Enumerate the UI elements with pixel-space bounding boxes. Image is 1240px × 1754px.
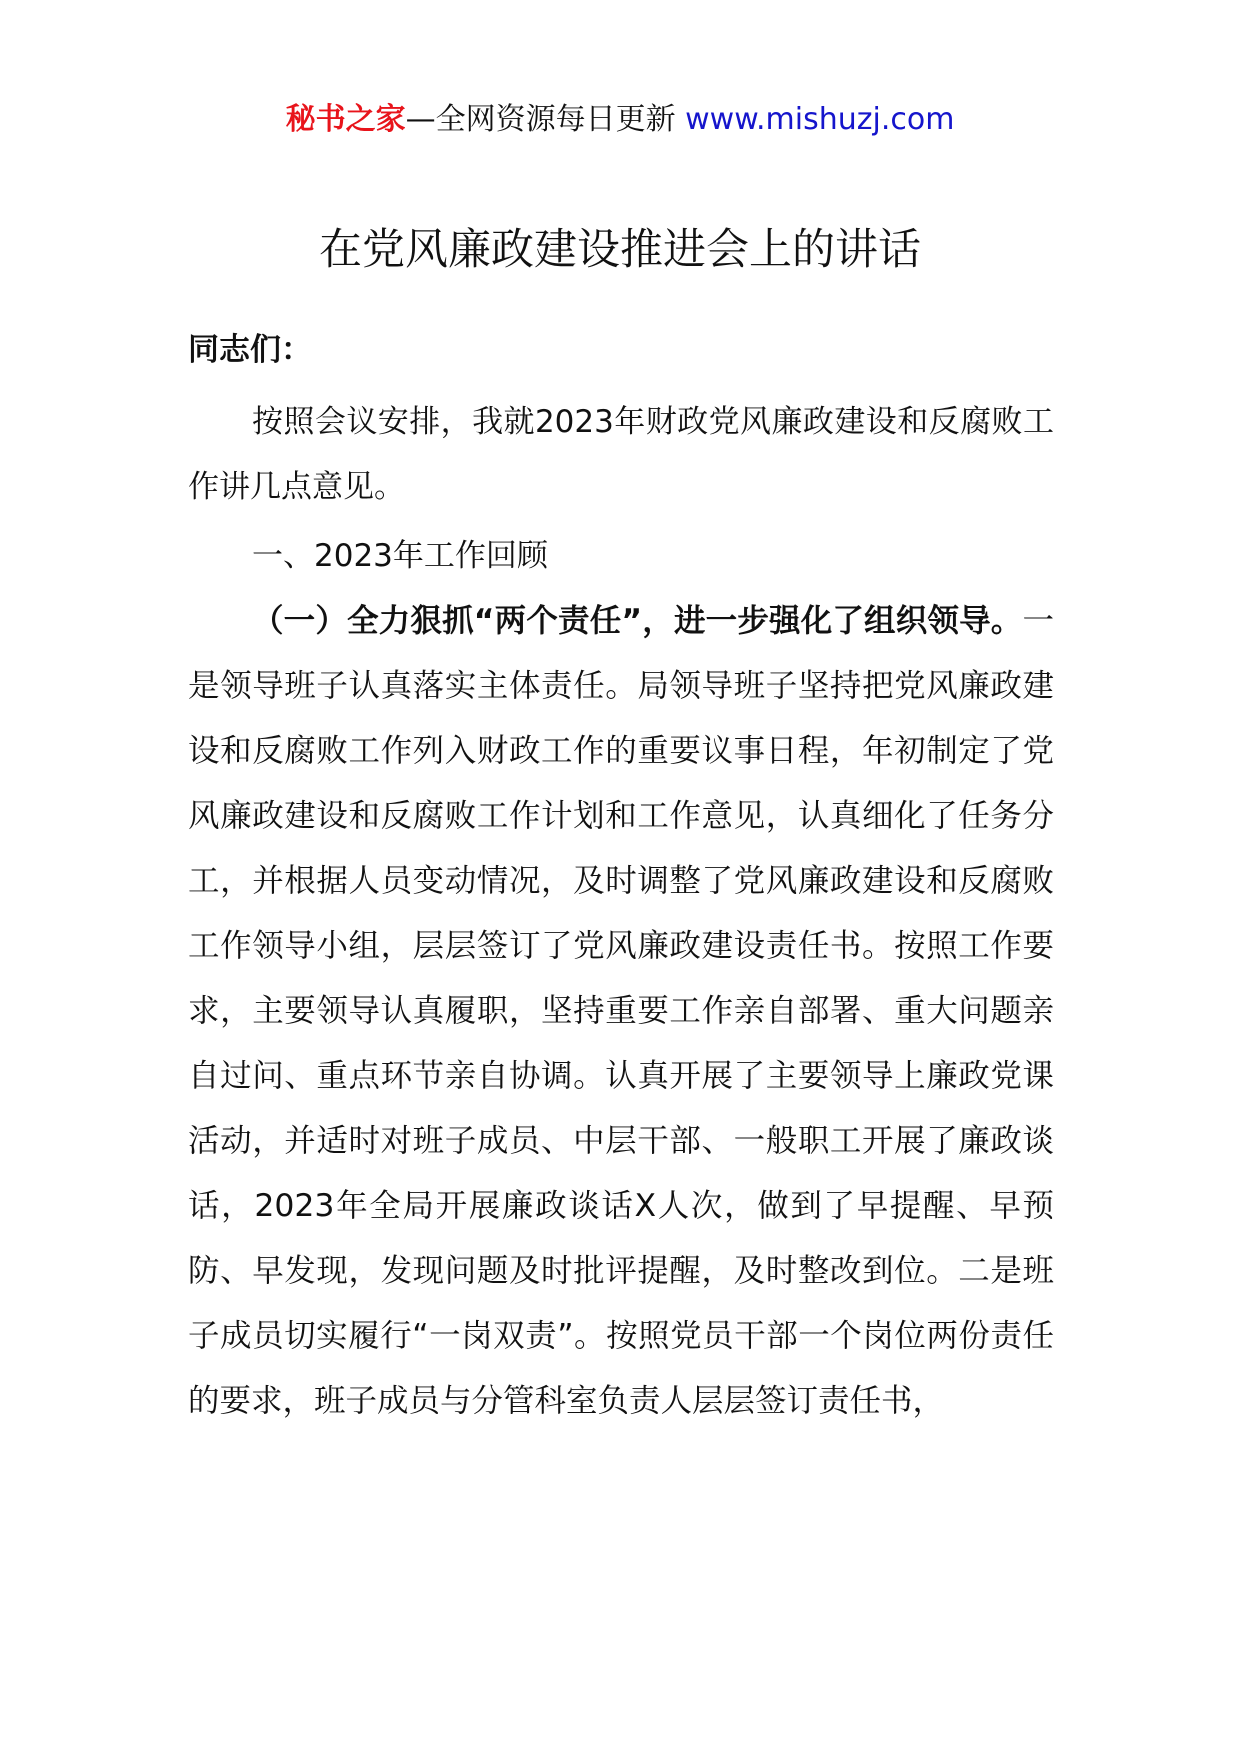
section-heading: 一、2023年工作回顾 bbox=[252, 538, 548, 574]
subsection-body: 一是领导班子认真落实主体责任。局领导班子坚持把党风廉政建设和反腐败工作列入财政工作的重要议事日程，年初制定了党风廉政建设和反腐败工作计划和工作意见，认真细化了任务分工，并根据人员变动情况，及时调整了党风廉政建设和反腐败工作领导小组，层层签订了党风廉政建设责任书。按照工作要求，主要领导认真履职，坚持重要工作亲自部署、重大问题亲自过问、重点环节亲自协调。认真开展了主要领导上廉政党课活动，并适时对班子成员、中层干部、一般职工开展了廉政谈话，2023年全局开展廉政谈话X人次，做到了早提醒、早预防、早发现，发现问题及时批评提醒，及时整改到位。二是班子成员切实履行“一岗双责”。按照党员干部一个岗位两份责任的要求，班子成员与分管科室负责人层层签订责任书， bbox=[188, 603, 1054, 1419]
site-url-link[interactable]: www.mishuzj.com bbox=[685, 102, 955, 137]
subsection-lead: （一）全力狠抓“两个责任”，进一步强化了组织领导。 bbox=[252, 603, 1023, 639]
site-brand: 秘书之家 bbox=[285, 102, 406, 137]
site-tagline: —全网资源每日更新 bbox=[405, 102, 676, 137]
body-paragraph bbox=[188, 589, 1054, 1434]
document-title: 在党风廉政建设推进会上的讲话 bbox=[319, 225, 921, 275]
salutation: 同志们： bbox=[188, 332, 312, 368]
intro-paragraph: 按照会议安排，我就2023年财政党风廉政建设和反腐败工作讲几点意见。 bbox=[188, 404, 1054, 505]
site-header bbox=[0, 100, 1240, 140]
document-body bbox=[188, 318, 1054, 1434]
